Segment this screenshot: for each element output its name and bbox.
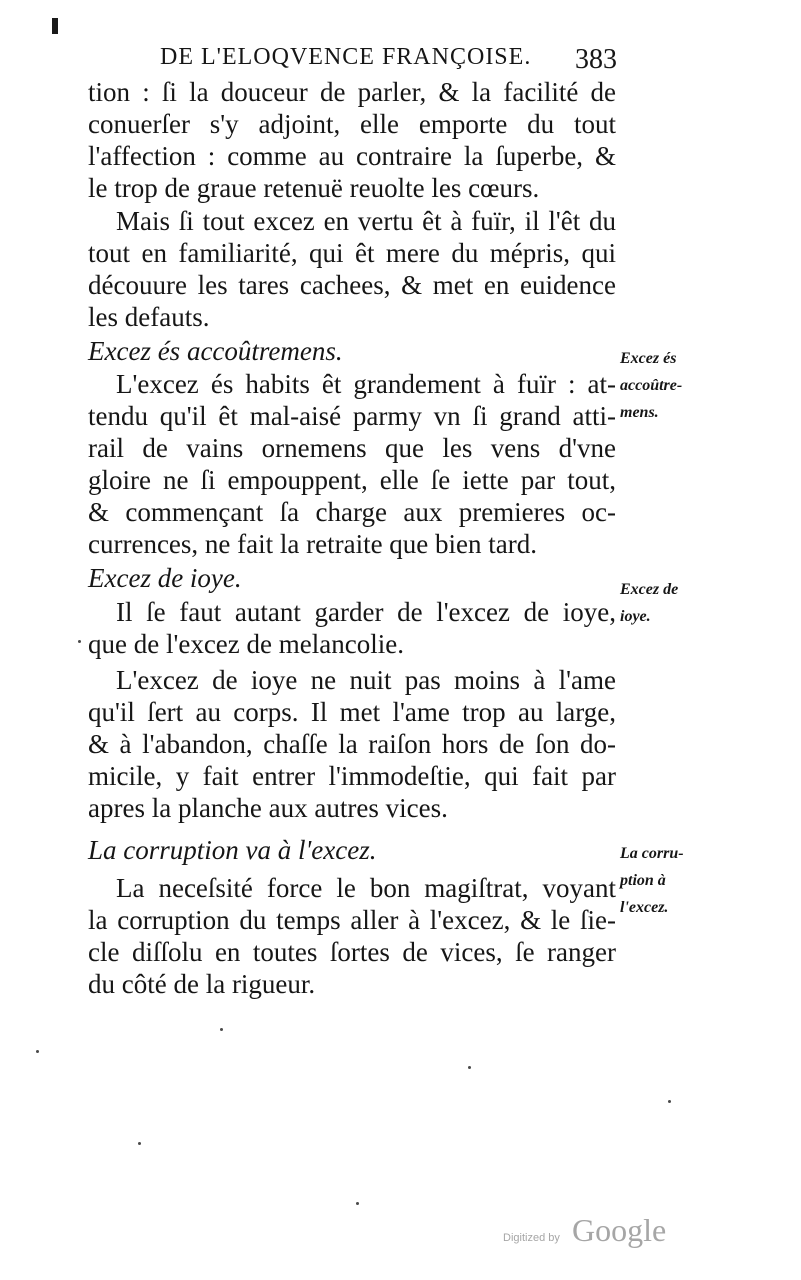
- text-line: & commençant ſa charge aux premieres oc-: [88, 497, 616, 527]
- margin-note-line: mens.: [620, 404, 659, 421]
- text-line: tout en familiarité, qui êt mere du mépris, qui: [88, 238, 616, 268]
- text-line: L'excez és habits êt grandement à fuïr : at-: [116, 369, 616, 399]
- text-line: cle diſſolu en toutes ſortes de vices, ſe ranger: [88, 937, 616, 967]
- scan-speck: [356, 1202, 359, 1205]
- section-heading: Excez de ioye.: [88, 563, 242, 593]
- text-line: du côté de la rigueur.: [88, 969, 316, 999]
- margin-note-exces-accoutremens: [620, 345, 700, 426]
- section-heading: Excez és accoûtremens.: [88, 336, 343, 366]
- text-line: L'excez de ioye ne nuit pas moins à l'ame: [116, 665, 616, 695]
- text-line: découure les tares cachees, & met en euidence: [88, 270, 616, 300]
- text-line: micile, y fait entrer l'immodeſtie, qui fait par: [88, 761, 616, 791]
- margin-note-corruption: [620, 840, 700, 921]
- google-logo: Google: [572, 1212, 667, 1248]
- text-line: gloire ne ſi empouppent, elle ſe iette par tout,: [88, 465, 616, 495]
- text-line: que de l'excez de melancolie.: [88, 629, 404, 659]
- margin-note-line: l'excez.: [620, 899, 669, 916]
- scan-speck: [138, 1142, 141, 1145]
- section-heading: La corruption va à l'excez.: [88, 835, 377, 865]
- text-line: l'affection : comme au contraire la ſuperbe, &: [88, 141, 616, 171]
- margin-note-line: accoûtre-: [620, 377, 683, 394]
- page-corner-mark: [52, 18, 58, 34]
- scan-speck: [668, 1100, 671, 1103]
- text-line: & à l'abandon, chaſſe la raiſon hors de ſon do-: [88, 729, 616, 759]
- scan-speck: [220, 1028, 223, 1031]
- scan-speck: [468, 1066, 471, 1069]
- margin-note-line: La corru-: [620, 845, 684, 862]
- margin-note-line: ioye.: [620, 608, 651, 625]
- text-line: conuerſer s'y adjoint, elle emporte du tout: [88, 109, 616, 139]
- text-line: Il ſe faut autant garder de l'excez de ioye,: [116, 597, 616, 627]
- text-line: apres la planche aux autres vices.: [88, 793, 448, 823]
- text-line: la corruption du temps aller à l'excez, & le ſie-: [88, 905, 616, 935]
- running-title: DE L'ELOQVENCE FRANÇOISE.: [160, 44, 532, 70]
- margin-note-line: ption à: [620, 872, 666, 889]
- margin-note-line: Excez de: [620, 581, 679, 598]
- page-number: 383: [575, 44, 617, 75]
- text-line: Mais ſi tout excez en vertu êt à fuïr, il l'êt du: [116, 206, 616, 236]
- text-line: La neceſsité force le bon magiſtrat, voyant: [116, 873, 616, 903]
- text-line: qu'il ſert au corps. Il met l'ame trop au large,: [88, 697, 616, 727]
- scan-speck: [78, 640, 81, 643]
- margin-note-exces-ioye: [620, 576, 700, 630]
- text-line: le trop de graue retenuë reuolte les cœurs.: [88, 173, 540, 203]
- text-line: tion : ſi la douceur de parler, & la facilité de: [88, 77, 616, 107]
- margin-note-line: Excez és: [620, 350, 677, 367]
- scan-speck: [36, 1050, 39, 1053]
- text-line: rail de vains ornemens que les vens d'vne: [88, 433, 616, 463]
- text-line: les defauts.: [88, 302, 210, 332]
- text-line: currences, ne fait la retraite que bien tard.: [88, 529, 538, 559]
- text-line: tendu qu'il êt mal-aisé parmy vn ſi grand atti-: [88, 401, 616, 431]
- digitized-by-label: Digitized by: [503, 1232, 560, 1244]
